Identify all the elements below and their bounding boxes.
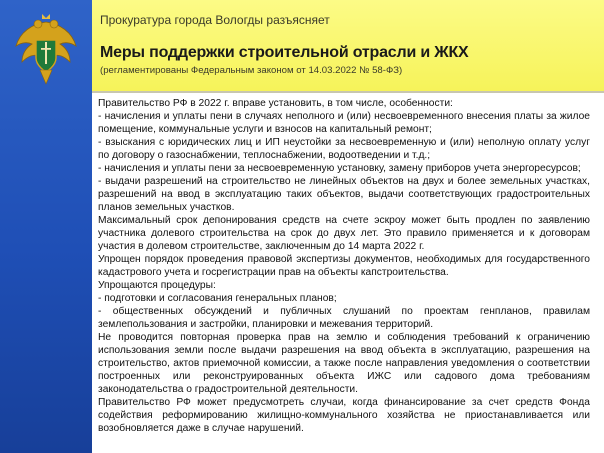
page-title: Меры поддержки строительной отрасли и ЖКХ: [100, 44, 469, 61]
document-body: [98, 97, 590, 449]
paragraph: - начисления и уплаты пени за несвоевременную установку, замену приборов учета энергоресурсов;: [98, 163, 581, 174]
paragraph: Максимальный срок депонирования средств на счете эскроу может быть продлен по заявлению участника долевого строительства на срок до двух лет. Это правило применяется и к договорам участия в долевом строительстве, заключенным до 14 марта 2022 г.: [98, 215, 590, 252]
paragraph: Упрощен порядок проведения правовой экспертизы документов, необходимых для государственного кадастрового учета и госрегистрации прав на объекты капстроительства.: [98, 254, 590, 278]
left-sidebar-band: [0, 0, 92, 453]
paragraph: - выдачи разрешений на строительство не линейных объектов на двух и более земельных участках, разрешений на ввод в эксплуатацию таких объектов, выдачи соответствующих градостроительных планов земельных участков.: [98, 176, 590, 213]
page-subtitle: (регламентированы Федеральным законом от 14.03.2022 № 58-ФЗ): [100, 65, 403, 76]
paragraph: Правительство РФ в 2022 г. вправе установить, в том числе, особенности:: [98, 98, 453, 109]
header-kicker: Прокуратура города Вологды разъясняет: [100, 13, 330, 27]
paragraph: - взыскания с юридических лиц и ИП неустойки за несвоевременную и (или) неполную оплату услуг по договору о газоснабжении, теплоснабжении, водоотведении и т.д.;: [98, 137, 590, 161]
header-banner: [92, 0, 604, 91]
paragraph: Упрощаются процедуры:: [98, 280, 216, 291]
paragraph: - подготовки и согласования генеральных планов;: [98, 293, 337, 304]
paragraph: Правительство РФ может предусмотреть случаи, когда финансирование за счет средств Фонда содействия реформированию жилищно-коммунального хозяйства не приостанавливается или возобновляется даже в случае нарушений.: [98, 397, 590, 434]
paragraph: - общественных обсуждений и публичных слушаний по проектам генпланов, правилам землепользования и застройки, планировки и межевания территорий.: [98, 306, 590, 330]
prosecutor-emblem-icon: [12, 12, 80, 92]
paragraph: Не проводится повторная проверка прав на землю и соблюдения требований к ограничению использования земли после выдачи разрешения на ввод объекта в эксплуатацию, разрешения на строительство, актов приемочной комиссии, а также после направления уведомления о соответствии построенных или реконструированных объекта ИЖС или садового дома требованиям законодательства о градостроительной деятельности.: [98, 332, 590, 395]
header-divider: [92, 91, 604, 93]
paragraph: - начисления и уплаты пени в случаях неполного и (или) несвоевременного внесения платы за жилое помещение, коммунальные услуги и взносов на капитальный ремонт;: [98, 111, 590, 135]
